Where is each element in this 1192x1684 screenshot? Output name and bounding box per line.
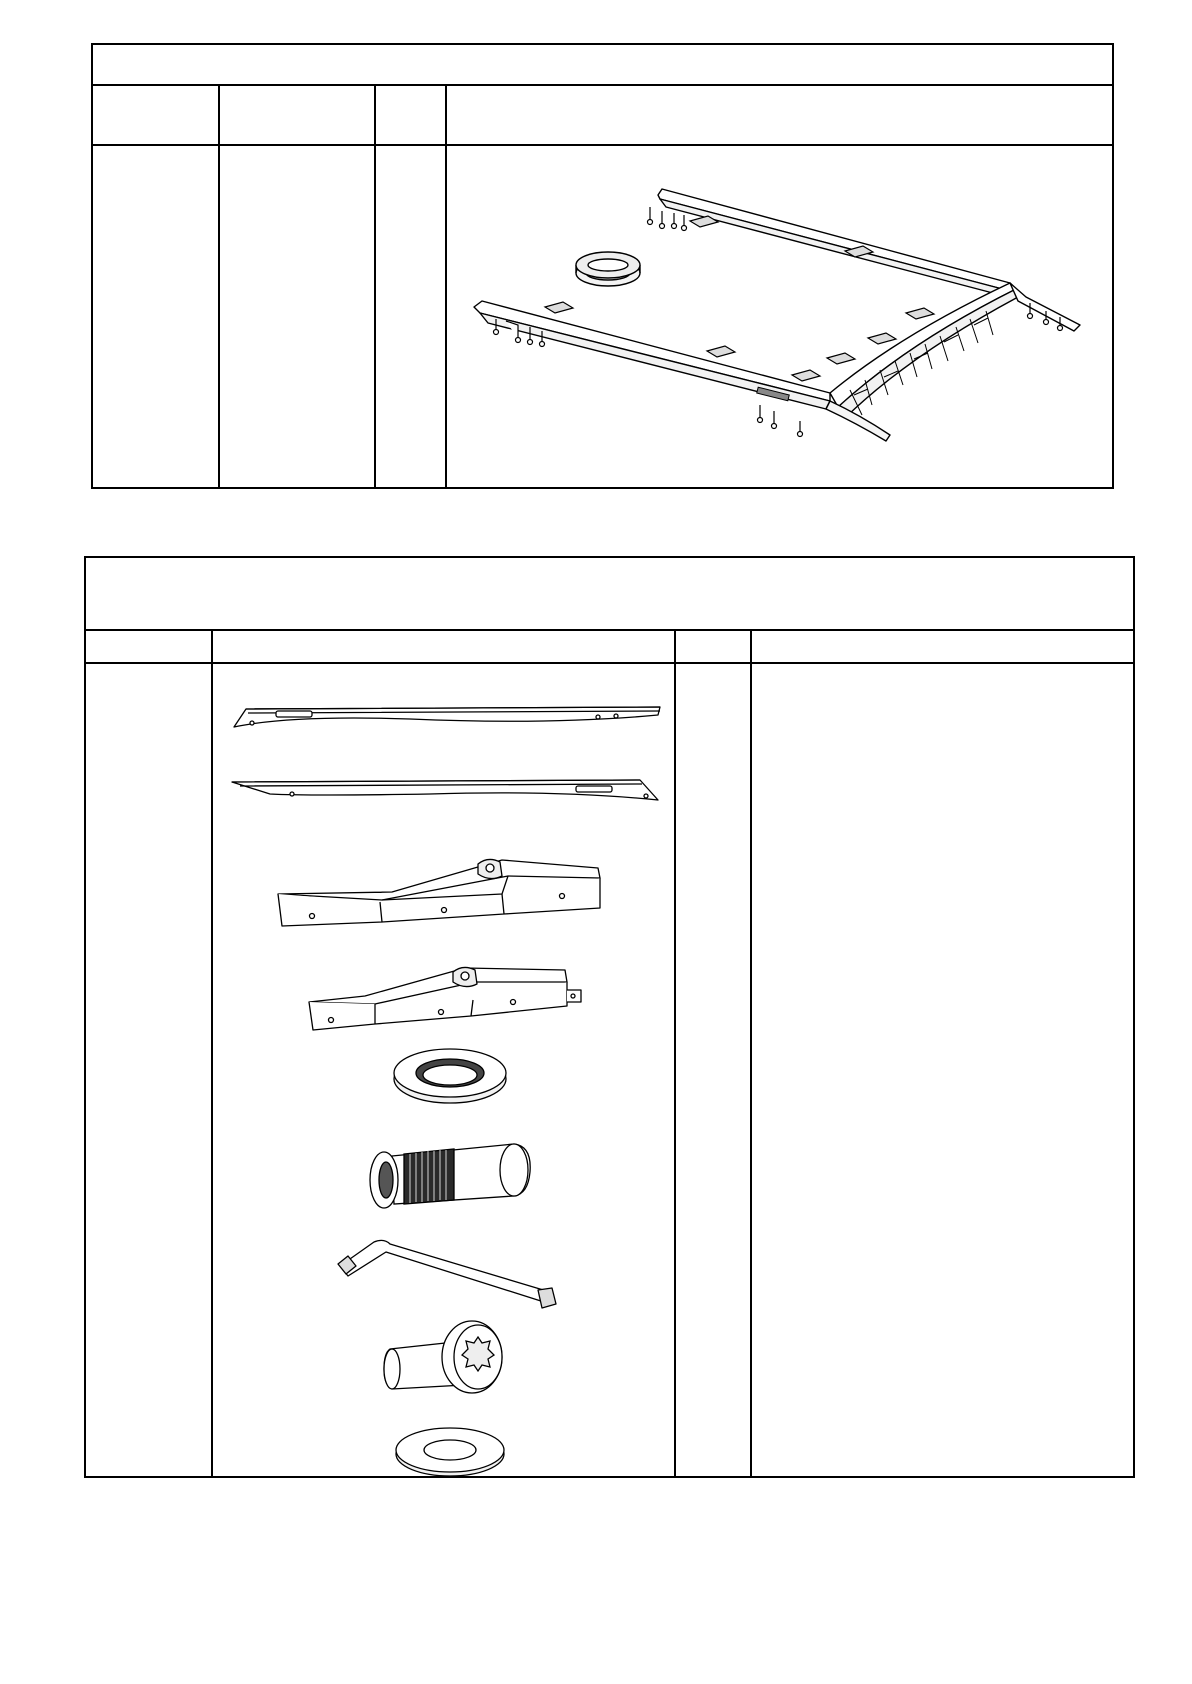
table-1-header-bottom-rule [91, 144, 1114, 146]
table-2-title [95, 570, 1125, 610]
table-1-col-divider-2 [374, 84, 376, 489]
table-1-col-divider-3 [445, 84, 447, 489]
mounting-bracket-icon [305, 960, 585, 1032]
fairing-strip-icon [230, 703, 662, 731]
table-2-col-divider-1 [211, 629, 213, 1478]
flat-washer-icon [392, 1422, 508, 1478]
fairing-strip-icon [230, 778, 662, 808]
table-1-col-divider-1 [218, 84, 220, 489]
roof-rack-assembly-icon [470, 185, 1090, 475]
grommet-seal-icon [390, 1043, 510, 1107]
mounting-bracket-icon [272, 854, 612, 930]
table-2-header-bottom-rule [84, 662, 1135, 664]
l-wrench-icon [334, 1236, 564, 1310]
table-2-col-divider-3 [750, 629, 752, 1478]
table-2-col-divider-2 [674, 629, 676, 1478]
torx-bolt-icon [382, 1319, 512, 1395]
table-2-frame [84, 556, 1135, 1478]
table-2-header-top-rule [84, 629, 1135, 631]
threaded-sleeve-icon [364, 1138, 534, 1214]
table-1-title [100, 50, 1100, 80]
table-1-header-top-rule [91, 84, 1114, 86]
